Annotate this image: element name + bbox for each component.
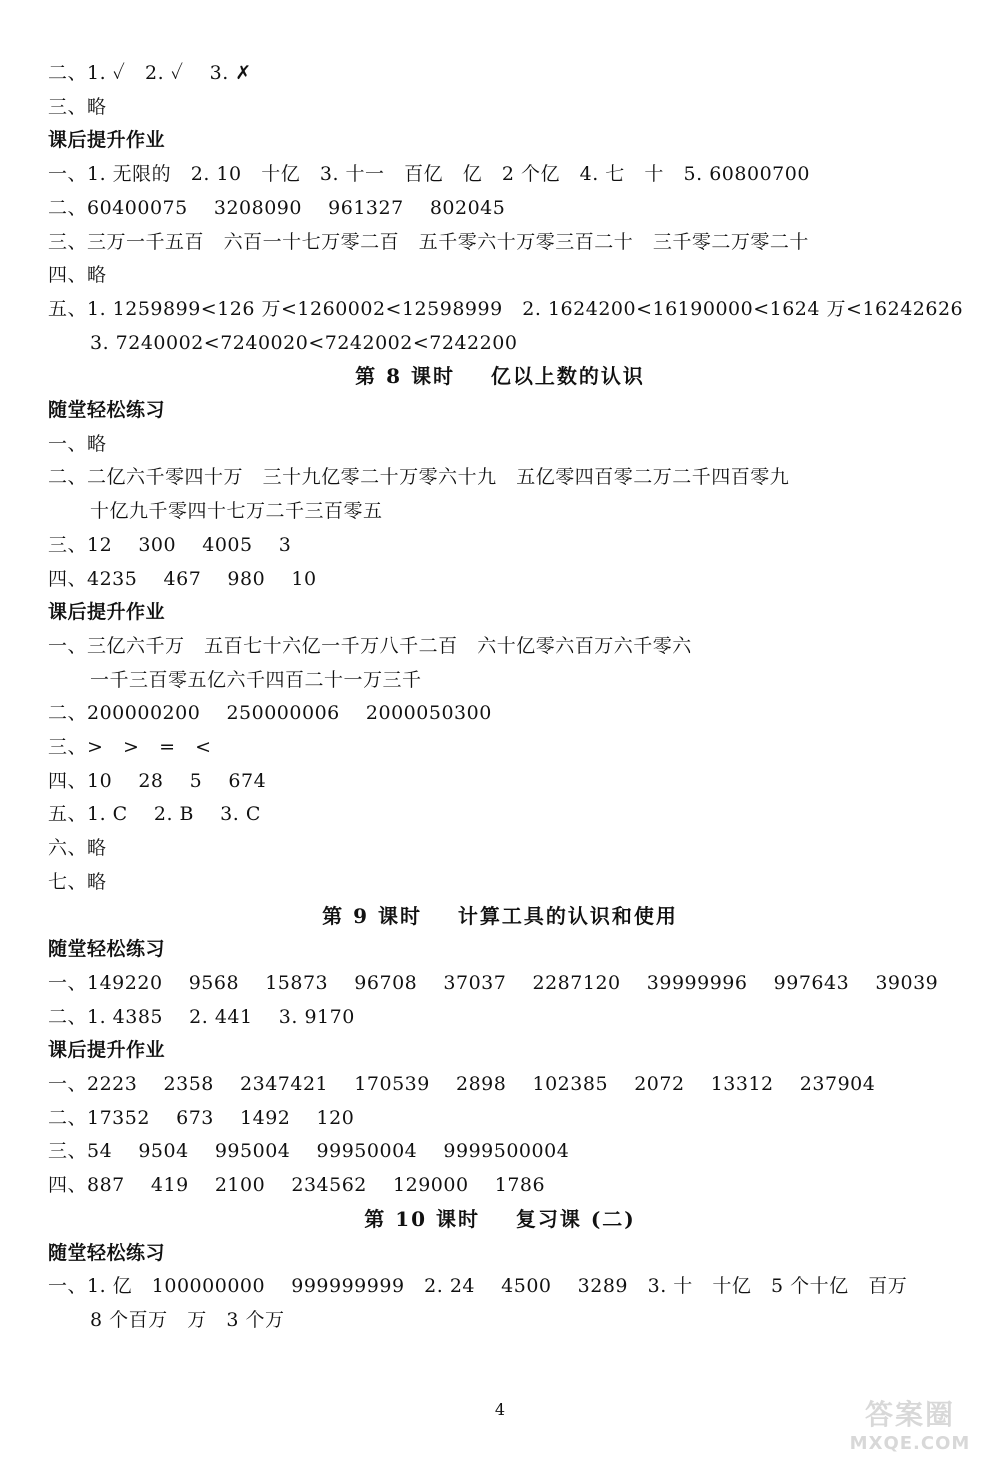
answer-line: 七、略 <box>48 871 107 893</box>
answer-line: 四、4235 467 980 10 <box>48 568 317 590</box>
answer-line-continued: 3. 7240002<7240020<7242002<7242200 <box>90 332 518 354</box>
answer-line: 三、略 <box>48 96 107 118</box>
answer-line: 一、1. 无限的 2. 10 十亿 3. 十一 百亿 亿 2 个亿 4. 七 十 5. 60800700 <box>48 163 810 185</box>
answer-line-continued: 十亿九千零四十七万二千三百零五 <box>90 500 383 522</box>
answer-line: 三、54 9504 995004 99950004 9999500004 <box>48 1140 570 1162</box>
lesson-title: 第 9 课时 计算工具的认识和使用 <box>322 904 678 928</box>
section-heading: 随堂轻松练习 <box>48 1242 166 1264</box>
lesson-title: 第 10 课时 复习课 (二) <box>364 1207 636 1231</box>
answer-line: 一、2223 2358 2347421 170539 2898 102385 2072 13312 237904 <box>48 1073 876 1095</box>
section-heading: 随堂轻松练习 <box>48 938 166 960</box>
page-number: 4 <box>494 1400 506 1419</box>
watermark-logo <box>840 1390 980 1456</box>
answer-line: 五、1. C 2. B 3. C <box>48 803 261 825</box>
lesson-title: 第 8 课时 亿以上数的认识 <box>355 364 645 388</box>
answer-line: 四、10 28 5 674 <box>48 770 267 792</box>
answer-line: 二、二亿六千零四十万 三十九亿零二十万零六十九 五亿零四百零二万二千四百零九 <box>48 466 790 488</box>
answer-line: 六、略 <box>48 837 107 859</box>
answer-line: 二、1. ✓ 2. ✓ 3. ✗ <box>48 62 252 84</box>
answer-line: 一、略 <box>48 433 107 455</box>
section-heading: 课后提升作业 <box>48 601 166 623</box>
answer-line: 三、12 300 4005 3 <box>48 534 292 556</box>
answer-line-continued: 一千三百零五亿六千四百二十一万三千 <box>90 669 422 691</box>
section-heading: 课后提升作业 <box>48 129 166 151</box>
answer-line-continued: 8 个百万 万 3 个万 <box>90 1309 285 1331</box>
answer-line: 五、1. 1259899<126 万<1260002<12598999 2. 1624200<16190000<1624 万<16242626 <box>48 298 964 320</box>
answer-line: 二、17352 673 1492 120 <box>48 1107 355 1129</box>
answer-line: 一、149220 9568 15873 96708 37037 2287120 39999996 997643 39039 <box>48 972 939 994</box>
section-heading: 课后提升作业 <box>48 1039 166 1061</box>
answer-line: 二、200000200 250000006 2000050300 <box>48 702 492 724</box>
answer-line: 三、> > = < <box>48 736 212 758</box>
answer-line: 二、1. 4385 2. 441 3. 9170 <box>48 1006 355 1028</box>
answer-line: 一、1. 亿 100000000 999999999 2. 24 4500 3289 3. 十 十亿 5 个十亿 百万 <box>48 1275 908 1297</box>
answer-line: 四、略 <box>48 264 107 286</box>
answer-line: 一、三亿六千万 五百七十六亿一千万八千二百 六十亿零六百万六千零六 <box>48 635 692 657</box>
section-heading: 随堂轻松练习 <box>48 399 166 421</box>
watermark-en: MXQE.COM <box>849 1432 971 1454</box>
watermark-cn: 答案圈 <box>864 1397 955 1431</box>
answer-line: 四、887 419 2100 234562 129000 1786 <box>48 1174 546 1196</box>
answer-line: 二、60400075 3208090 961327 802045 <box>48 197 506 219</box>
answer-line: 三、三万一千五百 六百一十七万零二百 五千零六十万零三百二十 三千零二万零二十 <box>48 231 809 253</box>
